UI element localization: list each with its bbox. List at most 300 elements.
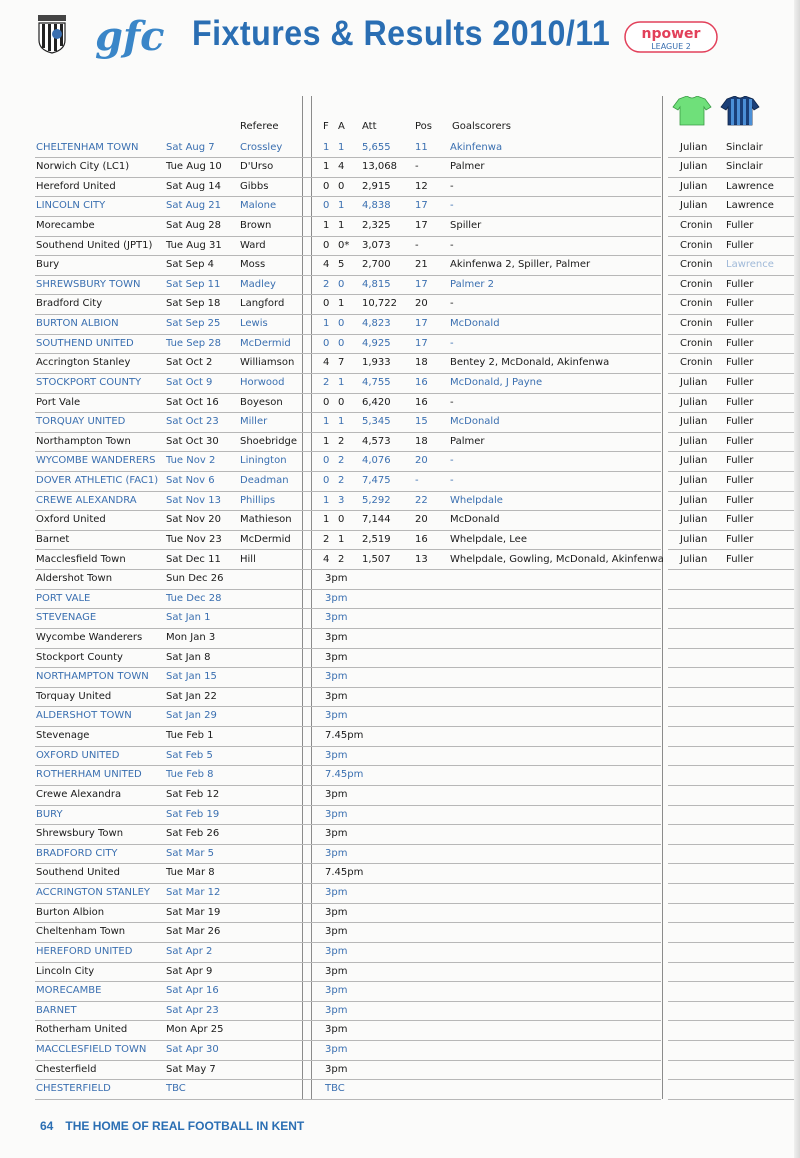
fixture-date: Sat Aug 28 [166,219,222,231]
fixture-row [35,216,661,237]
sponsor-row [668,451,800,472]
fixture-goals-for: 0 [323,180,330,192]
sponsor-row [668,785,800,806]
fixture-row [35,628,661,649]
sponsor-goalkeeper: Julian [680,161,708,173]
fixture-date: Tue Sep 28 [166,337,222,349]
fixture-goals-for: 1 [323,141,330,153]
fixture-row [35,294,661,315]
fixture-position: 11 [415,141,428,153]
sponsor-goalkeeper: Julian [680,180,708,192]
sponsor-row [668,314,800,335]
fixture-goalscorers: Whelpdale, Gowling, McDonald, Akinfenwa [450,553,664,565]
fixture-referee: Moss [240,259,266,271]
gillingham-crest-icon [37,14,67,54]
fixture-row [35,1020,661,1041]
fixture-goals-against: 1 [338,141,345,153]
fixture-date: Sat Nov 13 [166,494,221,506]
fixture-goals-for: 1 [323,318,330,330]
fixture-goals-for: 0 [323,337,330,349]
fixture-row [35,648,661,669]
sponsor-row [668,412,800,433]
fixture-attendance: 4,838 [362,200,391,212]
fixture-row [35,1079,661,1100]
fixture-opponent: Morecambe [36,219,95,231]
fixture-goalscorers: Spiller [450,219,482,231]
fixture-opponent: Southend United (JPT1) [36,239,153,251]
fixture-date: Sat Oct 16 [166,396,219,408]
sponsor-row [668,1040,800,1061]
fixture-goals-against: 1 [338,533,345,545]
sponsor-goalkeeper: Cronin [680,337,713,349]
fixture-opponent: NORTHAMPTON TOWN [36,671,149,683]
fixture-date: Sat Apr 9 [166,965,213,977]
fixture-kickoff: 3pm [325,612,348,624]
sponsor-goalkeeper: Cronin [680,298,713,310]
fixture-position: 16 [415,396,428,408]
fixture-date: Sat Oct 23 [166,416,219,428]
fixture-kickoff: 3pm [325,945,348,957]
sponsor-row [668,138,800,159]
fixture-row [35,863,661,884]
fixture-row [35,922,661,943]
fixture-goals-against: 0* [338,239,350,251]
sponsor-outfield: Lawrence [726,180,774,192]
fixture-goals-for: 2 [323,278,330,290]
fixture-kickoff: 3pm [325,651,348,663]
fixture-goals-against: 0 [338,337,345,349]
fixture-row [35,451,661,472]
header-goalscorers: Goalscorers [452,121,511,132]
sponsor-goalkeeper: Julian [680,533,708,545]
page-footer [40,1119,304,1133]
fixture-goalscorers: - [450,239,454,251]
fixture-row [35,1060,661,1081]
fixture-position: 16 [415,376,428,388]
fixture-attendance: 7,475 [362,475,391,487]
sponsor-row [668,805,800,826]
fixture-position: 20 [415,514,428,526]
fixture-position: 17 [415,278,428,290]
header-referee: Referee [240,121,279,132]
fixture-goalscorers: Palmer 2 [450,278,495,290]
fixture-date: Sat Nov 6 [166,475,215,487]
fixture-attendance: 4,823 [362,318,391,330]
fixture-row [35,569,661,590]
fixture-date: Sat Oct 9 [166,376,213,388]
fixture-date: Sat Feb 26 [166,828,220,840]
fixture-kickoff: 3pm [325,985,348,997]
fixture-goals-for: 0 [323,455,330,467]
fixture-kickoff: 3pm [325,926,348,938]
fixture-date: Tue Dec 28 [166,592,222,604]
fixture-opponent: Port Vale [36,396,81,408]
fixture-position: 20 [415,298,428,310]
fixture-date: Tue Mar 8 [166,867,215,879]
fixture-attendance: 4,573 [362,435,391,447]
fixture-row [35,824,661,845]
fixture-goals-against: 5 [338,259,345,271]
fixture-kickoff: 3pm [325,965,348,977]
fixture-goalscorers: - [450,180,454,192]
fixture-date: Sat Oct 30 [166,435,219,447]
sponsor-row [668,1001,800,1022]
sponsor-row [668,275,800,296]
fixture-row [35,157,661,178]
sponsor-row [668,648,800,669]
fixture-goalscorers: - [450,396,454,408]
fixture-date: Sat Mar 19 [166,906,221,918]
fixture-opponent: TORQUAY UNITED [36,416,126,428]
sponsor-outfield: Fuller [726,318,754,330]
fixture-position: - [415,475,419,487]
fixture-referee: Malone [240,200,277,212]
shirt-icons [671,96,769,126]
sponsor-outfield: Sinclair [726,161,763,173]
sponsor-row [668,510,800,531]
fixture-opponent: Barnet [36,533,70,545]
fixture-goals-against: 1 [338,376,345,388]
sponsor-row [668,962,800,983]
fixture-opponent: Shrewsbury Town [36,828,124,840]
fixture-opponent: ROTHERHAM UNITED [36,769,142,781]
fixture-position: 17 [415,200,428,212]
fixture-row [35,1040,661,1061]
fixture-opponent: STOCKPORT COUNTY [36,376,142,388]
fixture-row [35,412,661,433]
fixture-goals-for: 2 [323,533,330,545]
sponsor-row [668,863,800,884]
fixture-kickoff: 3pm [325,690,348,702]
fixture-kickoff: 3pm [325,788,348,800]
sponsor-goalkeeper: Julian [680,475,708,487]
fixture-goalscorers: Whelpdale, Lee [450,533,527,545]
fixture-date: Sat Jan 8 [166,651,211,663]
fixture-position: - [415,239,419,251]
fixture-opponent: CHELTENHAM TOWN [36,141,139,153]
fixture-goalscorers: Palmer [450,161,485,173]
fixture-kickoff: 3pm [325,749,348,761]
fixture-row [35,491,661,512]
fixture-date: Sat Apr 23 [166,1004,219,1016]
fixture-kickoff: 7.45pm [325,769,364,781]
fixture-goals-for: 1 [323,435,330,447]
fixture-date: Tue Feb 1 [166,730,214,742]
sponsor-row [668,922,800,943]
fixture-kickoff: 7.45pm [325,867,364,879]
fixture-kickoff: 3pm [325,1063,348,1075]
sponsor-goalkeeper: Julian [680,141,708,153]
fixture-goalscorers: McDonald [450,318,500,330]
fixture-opponent: Macclesfield Town [36,553,126,565]
sponsor-row [668,569,800,590]
sponsor-row [668,216,800,237]
fixture-date: Sun Dec 26 [166,573,224,585]
sponsor-outfield: Lawrence [726,259,774,271]
fixture-date: Sat Jan 1 [166,612,211,624]
fixture-opponent: ALDERSHOT TOWN [36,710,132,722]
fixture-row [35,177,661,198]
fixture-goalscorers: Palmer [450,435,485,447]
fixture-attendance: 10,722 [362,298,397,310]
fixture-kickoff: 3pm [325,710,348,722]
fixture-goals-for: 1 [323,219,330,231]
fixture-row [35,726,661,747]
sponsor-goalkeeper: Julian [680,514,708,526]
sponsor-row [668,589,800,610]
fixture-kickoff: 3pm [325,671,348,683]
fixture-opponent: Crewe Alexandra [36,788,122,800]
fixture-kickoff: 3pm [325,906,348,918]
sponsor-row [668,334,800,355]
fixture-row [35,1001,661,1022]
fixture-date: Sat Feb 12 [166,788,220,800]
fixture-goals-against: 1 [338,200,345,212]
fixture-row [35,883,661,904]
sponsor-row [668,432,800,453]
fixture-date: Sat Apr 16 [166,985,219,997]
fixture-date: Tue Feb 8 [166,769,214,781]
sponsor-goalkeeper: Cronin [680,278,713,290]
fixture-kickoff: 3pm [325,632,348,643]
fixture-attendance: 5,292 [362,494,391,506]
fixture-opponent: Rotherham United [36,1024,128,1036]
sponsor-outfield: Fuller [726,278,754,290]
fixture-opponent: BURY [36,808,63,820]
header-against: A [338,121,345,132]
fixture-goals-for: 4 [323,259,330,271]
sponsor-outfield: Fuller [726,416,754,428]
fixture-row [35,373,661,394]
fixture-date: TBC [166,1083,186,1095]
sponsor-row [668,530,800,551]
fixture-date: Sat Aug 7 [166,141,215,153]
fixture-goals-for: 0 [323,200,330,212]
fixture-row [35,432,661,453]
fixture-row [35,706,661,727]
fixture-attendance: 2,915 [362,180,391,192]
sponsor-row [668,294,800,315]
fixture-goals-against: 0 [338,180,345,192]
fixture-position: 16 [415,533,428,545]
league-name-text: LEAGUE 2 [651,42,691,51]
fixture-goals-against: 0 [338,278,345,290]
fixture-date: Sat Sep 25 [166,318,221,330]
fixture-goals-against: 1 [338,219,345,231]
header-position: Pos [415,121,433,132]
fixture-opponent: STEVENAGE [36,612,97,624]
npower-league-2-badge [624,19,718,55]
sponsor-row [668,1060,800,1081]
fixture-row [35,255,661,276]
sponsor-outfield: Fuller [726,435,754,447]
fixture-referee: Williamson [240,357,295,369]
fixture-goals-against: 1 [338,416,345,428]
fixture-attendance: 1,507 [362,553,391,565]
fixture-attendance: 2,700 [362,259,391,271]
sponsor-outfield: Fuller [726,376,754,388]
header-for: F [323,121,329,132]
fixture-goals-for: 0 [323,396,330,408]
sponsor-outfield: Fuller [726,514,754,526]
sponsor-row [668,373,800,394]
fixture-row [35,746,661,767]
fixture-attendance: 2,325 [362,219,391,231]
fixture-opponent: WYCOMBE WANDERERS [36,455,156,467]
fixture-attendance: 13,068 [362,161,397,173]
fixture-date: Sat Oct 2 [166,357,213,369]
sponsor-outfield: Sinclair [726,141,763,153]
fixture-attendance: 5,345 [362,416,391,428]
fixture-position: 18 [415,357,428,369]
fixture-kickoff: 3pm [325,847,348,859]
sponsor-goalkeeper: Julian [680,553,708,565]
fixture-goals-against: 2 [338,435,345,447]
sponsor-row [668,981,800,1002]
fixture-row [35,393,661,414]
fixture-kickoff: 3pm [325,1004,348,1016]
fixture-goalscorers: Akinfenwa [450,141,503,153]
fixture-position: - [415,161,419,173]
fixture-referee: Phillips [240,494,276,506]
fixture-opponent: MORECAMBE [36,985,102,997]
fixture-date: Sat Sep 4 [166,259,214,271]
fixture-position: 17 [415,318,428,330]
fixture-row [35,471,661,492]
sponsor-outfield: Fuller [726,494,754,506]
sponsor-goalkeeper: Cronin [680,239,713,251]
sponsor-outfield: Fuller [726,455,754,467]
fixture-goals-for: 1 [323,416,330,428]
sponsor-goalkeeper: Julian [680,416,708,428]
fixture-opponent: Burton Albion [36,906,105,918]
fixture-date: Sat Sep 18 [166,298,221,310]
sponsor-row [668,628,800,649]
fixture-row [35,608,661,629]
sponsor-outfield: Fuller [726,298,754,310]
fixture-row [35,275,661,296]
fixture-goals-for: 2 [323,376,330,388]
fixture-kickoff: 3pm [325,887,348,899]
sponsor-row [668,1020,800,1041]
fixture-attendance: 4,076 [362,455,391,467]
fixture-goalscorers: Whelpdale [450,494,503,506]
fixture-goalscorers: - [450,337,454,349]
fixture-opponent: SHREWSBURY TOWN [36,278,141,290]
fixture-kickoff: 7.45pm [325,730,364,742]
fixture-row [35,765,661,786]
page-edge-shadow [794,0,800,1158]
fixture-referee: Linington [240,455,287,467]
fixture-goalscorers: McDonald [450,514,500,526]
fixture-position: 17 [415,219,428,231]
fixture-referee: Langford [240,298,285,310]
fixture-referee: Brown [240,219,272,231]
fixture-date: Sat Feb 5 [166,749,213,761]
fixture-goalscorers: McDonald [450,416,500,428]
fixture-date: Sat Nov 20 [166,514,221,526]
green-goalkeeper-shirt-icon [673,96,711,125]
sponsor-row [668,1079,800,1100]
fixture-referee: McDermid [240,337,291,349]
sponsor-goalkeeper: Cronin [680,219,713,231]
sponsor-row [668,844,800,865]
sponsor-goalkeeper: Julian [680,455,708,467]
fixture-opponent: DOVER ATHLETIC (FAC1) [36,475,159,487]
sponsor-goalkeeper: Julian [680,396,708,408]
fixture-row [35,903,661,924]
fixture-date: Tue Nov 2 [166,455,216,467]
fixture-referee: Hill [240,553,256,565]
fixture-attendance: 4,925 [362,337,391,349]
column-divider [662,96,663,1099]
fixture-goals-against: 2 [338,455,345,467]
fixture-opponent: Chesterfield [36,1063,97,1075]
sponsor-row [668,157,800,178]
sponsor-row [668,491,800,512]
fixture-date: Sat Aug 21 [166,200,222,212]
fixture-opponent: BRADFORD CITY [36,847,118,859]
sponsor-goalkeeper: Cronin [680,259,713,271]
sponsor-row [668,236,800,257]
fixture-row [35,530,661,551]
fixture-position: 22 [415,494,428,506]
fixture-position: 15 [415,416,428,428]
sponsor-row [668,687,800,708]
fixture-date: Sat May 7 [166,1063,216,1075]
fixture-kickoff: 3pm [325,1024,348,1036]
fixture-attendance: 3,073 [362,239,391,251]
fixture-opponent: Torquay United [36,690,112,702]
sponsor-row [668,196,800,217]
fixture-position: 18 [415,435,428,447]
fixture-date: Mon Jan 3 [166,632,216,643]
sponsor-row [668,393,800,414]
fixture-goals-against: 1 [338,298,345,310]
fixture-opponent: Northampton Town [36,435,131,447]
fixture-opponent: Oxford United [36,514,106,526]
fixture-date: Sat Jan 29 [166,710,217,722]
sponsor-row [668,177,800,198]
fixture-goals-against: 0 [338,318,345,330]
fixture-goalscorers: - [450,455,454,467]
fixture-row [35,805,661,826]
fixture-row [35,550,664,571]
fixture-attendance: 2,519 [362,533,391,545]
fixture-kickoff: 3pm [325,828,348,840]
fixture-opponent: BARNET [36,1004,77,1016]
fixture-opponent: ACCRINGTON STANLEY [36,887,151,899]
fixture-kickoff: 3pm [325,592,348,604]
fixture-date: Sat Sep 11 [166,278,221,290]
sponsor-goalkeeper: Julian [680,200,708,212]
fixture-attendance: 5,655 [362,141,391,153]
fixture-goals-for: 0 [323,298,330,310]
sponsor-row [668,824,800,845]
sponsor-row [668,706,800,727]
fixture-position: 20 [415,455,428,467]
fixture-opponent: MACCLESFIELD TOWN [36,1044,147,1056]
fixture-goals-for: 0 [323,475,330,487]
sponsor-outfield: Fuller [726,475,754,487]
fixture-goals-for: 0 [323,239,330,251]
sponsor-outfield: Fuller [726,533,754,545]
fixture-date: Sat Aug 14 [166,180,222,192]
sponsor-row [668,942,800,963]
fixture-referee: Miller [240,416,268,428]
fixture-position: 12 [415,180,428,192]
fixture-opponent: Accrington Stanley [36,357,131,369]
